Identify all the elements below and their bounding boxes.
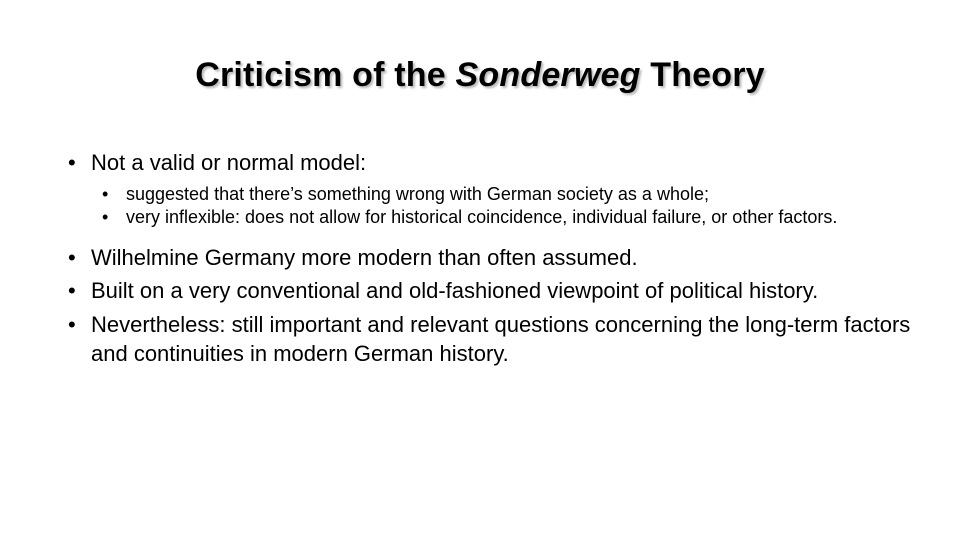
sub-bullet-item: [102, 183, 938, 206]
sub-bullet-list: [90, 183, 938, 229]
bullet-text: Built on a very conventional and old-fashioned viewpoint of political history.: [91, 278, 819, 303]
bullet-text: Not a valid or normal model:: [91, 150, 367, 175]
bullet-item: [68, 276, 938, 305]
bullet-marker: •: [68, 278, 76, 303]
title-emphasis: Sonderweg: [455, 56, 641, 94]
title-prefix: Criticism of the: [195, 56, 456, 94]
bullet-marker: •: [102, 207, 109, 227]
bullet-text: Nevertheless: still important and relevant questions concerning the long-term factors and continuities in modern German history.: [91, 312, 911, 366]
bullet-marker: •: [68, 312, 76, 337]
bullet-item: [68, 148, 938, 229]
sub-bullet-item: [102, 206, 938, 229]
title-suffix: Theory: [640, 56, 765, 94]
bullet-marker: •: [68, 245, 76, 270]
bullet-item: [68, 310, 938, 368]
bullet-item: [68, 243, 938, 272]
sub-bullet-text: suggested that there’s something wrong with German society as a whole;: [126, 184, 709, 204]
bullet-marker: •: [102, 184, 109, 204]
bullet-list: [68, 148, 938, 368]
bullet-marker: •: [68, 150, 76, 175]
sub-bullet-text: very inflexible: does not allow for historical coincidence, individual failure, or other factors.: [126, 207, 838, 227]
bullet-text: Wilhelmine Germany more modern than often assumed.: [91, 245, 638, 270]
slide-title: [0, 56, 960, 95]
